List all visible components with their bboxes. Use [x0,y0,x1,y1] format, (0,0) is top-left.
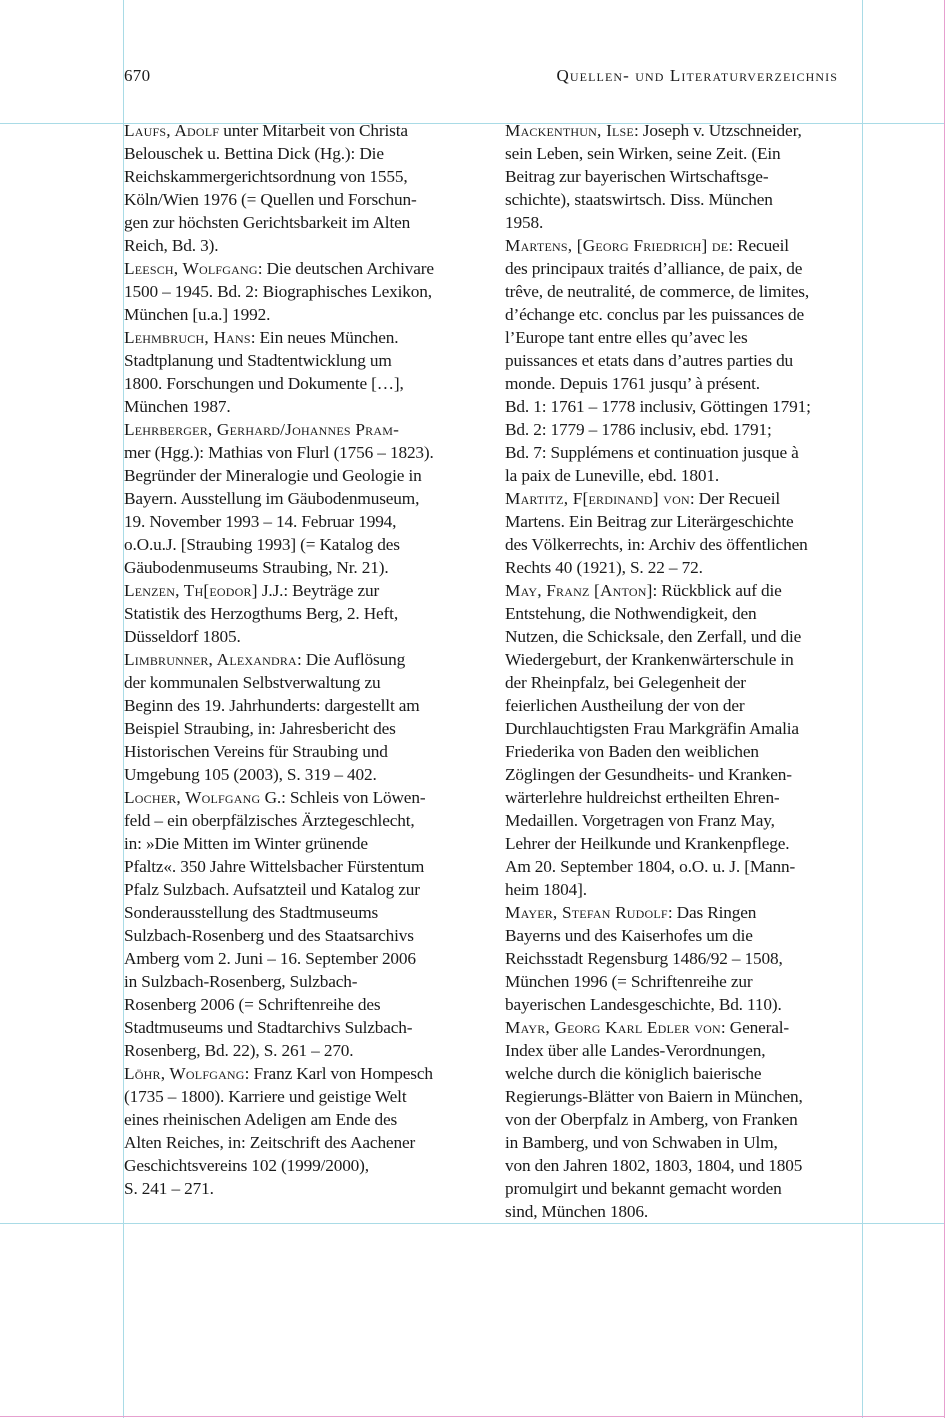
bibliography-column-left [124,119,486,1200]
entry-author: Löhr, Wolfgang [124,1064,245,1083]
entry-line: welche durch die königlich baierische [505,1064,762,1083]
entry-line: 19. November 1993 – 14. Februar 1994, [124,512,397,531]
entry-line: gen zur höchsten Gerichtsbarkeit im Alten [124,213,411,232]
entry-text: : Die deutschen Archivare [257,259,434,278]
bibliography-entry [124,257,486,326]
entry-line: Nutzen, die Schicksale, den Zerfall, und die [505,627,802,646]
entry-author: Leesch, Wolfgang [124,259,258,278]
bibliography-column-right [505,119,865,1223]
entry-text: J.J.: Beyträge zur [257,581,380,600]
entry-line: Belouschek u. Bettina Dick (Hg.): Die [124,144,384,163]
entry-line: München [u.a.] 1992. [124,305,271,324]
entry-line: sind, München 1806. [505,1202,649,1221]
entry-line: Martens. Ein Beitrag zur Literärgeschichte [505,512,794,531]
entry-author: May, Franz [Anton] [505,581,653,600]
entry-author: Locher, Wolfgang [124,788,261,807]
bibliography-entry [505,1016,865,1223]
entry-line [124,1062,486,1085]
entry-line: 1500 – 1945. Bd. 2: Biographisches Lexikon, [124,282,432,301]
margin-guide-bottom [0,1223,945,1224]
entry-line: Rosenberg 2006 (= Schriftenreihe des [124,995,381,1014]
entry-line: promulgirt und bekannt gemacht worden [505,1179,782,1198]
entry-line: feld – ein oberpfälzisches Ärztegeschlecht, [124,811,415,830]
entry-line [124,119,486,142]
entry-line: Zöglingen der Gesundheits- und Kranken- [505,765,792,784]
entry-line: d’échange etc. conclus par les puissances de [505,305,805,324]
entry-line: Köln/Wien 1976 (= Quellen und Forschun- [124,190,417,209]
bibliography-entry [505,487,865,579]
entry-line: der kommunalen Selbstverwaltung zu [124,673,381,692]
entry-line: eines rheinischen Adeligen am Ende des [124,1110,398,1129]
bibliography-entry [124,418,486,579]
entry-line: Medaillen. Vorgetragen von Franz May, [505,811,775,830]
entry-line: Pfaltz«. 350 Jahre Wittelsbacher Fürstentum [124,857,425,876]
entry-text: : Der Recueil [689,489,781,508]
entry-line: Alten Reiches, in: Zeitschrift des Aachener [124,1133,416,1152]
entry-author: Lehmbruch, Hans [124,328,251,347]
entry-line [505,579,865,602]
entry-line: o.O.u.J. [Straubing 1993] (= Katalog des [124,535,400,554]
entry-line: Lehrer der Heilkunde und Krankenpflege. [505,834,790,853]
entry-line: (1735 – 1800). Karriere und geistige Welt [124,1087,407,1106]
entry-line [124,257,486,280]
entry-line: Beginn des 19. Jahrhunderts: dargestellt am [124,696,420,715]
entry-author: Laufs, Adolf [124,121,220,140]
entry-line: Rosenberg, Bd. 22), S. 261 – 270. [124,1041,354,1060]
entry-line: Geschichtsvereins 102 (1999/2000), [124,1156,369,1175]
entry-line: Bd. 2: 1779 – 1786 inclusiv, ebd. 1791; [505,420,772,439]
entry-line: München 1987. [124,397,231,416]
entry-line: mer (Hgg.): Mathias von Flurl (1756 – 1823). [124,443,434,462]
bibliography-entry [124,786,486,1062]
entry-line: Reichsstadt Regensburg 1486/92 – 1508, [505,949,783,968]
entry-line [505,487,865,510]
entry-text: : Das Ringen [667,903,757,922]
entry-author: Mackenthun, Ilse [505,121,634,140]
entry-text: : General- [720,1018,789,1037]
bibliography-entry [124,1062,486,1200]
entry-text: unter Mitarbeit von Christa [219,121,408,140]
entry-line: München 1996 (= Schriftenreihe zur [505,972,753,991]
entry-line: Bd. 1: 1761 – 1778 inclusiv, Göttingen 1791; [505,397,811,416]
entry-text: : Joseph v. Utzschneider, [633,121,802,140]
entry-text: : Ein neues München. [250,328,399,347]
entry-line [124,418,486,441]
entry-line: Sonderausstellung des Stadtmuseums [124,903,379,922]
entry-author: Martitz, F[erdinand] von [505,489,690,508]
entry-line: Durchlauchtigsten Frau Markgräfin Amalia [505,719,799,738]
entry-line: Wiedergeburt, der Krankenwärterschule in [505,650,794,669]
entry-text: : Franz Karl von Hompesch [244,1064,433,1083]
entry-line: bayerischen Landesgeschichte, Bd. 110). [505,995,782,1014]
entry-line: Sulzbach-Rosenberg und des Staatsarchivs [124,926,414,945]
entry-line: von den Jahren 1802, 1803, 1804, und 1805 [505,1156,803,1175]
entry-line: in Sulzbach-Rosenberg, Sulzbach- [124,972,358,991]
entry-line: sein Leben, sein Wirken, seine Zeit. (Ein [505,144,781,163]
entry-line: Bayerns und des Kaiserhofes um die [505,926,753,945]
entry-line: der Rheinpfalz, bei Gelegenheit der [505,673,746,692]
entry-line: Gäubodenmuseums Straubing, Nr. 21). [124,558,389,577]
bibliography-entry [505,579,865,901]
bibliography-entry [124,648,486,786]
entry-author: Lenzen, Th[eodor] [124,581,258,600]
entry-line: Stadtplanung und Stadtentwicklung um [124,351,392,370]
entry-line [505,901,865,924]
entry-author: Limbrunner, Alexandra [124,650,297,669]
entry-line: Beispiel Straubing, in: Jahresbericht des [124,719,396,738]
entry-text: : Die Auflösung [296,650,406,669]
bibliography-entry [505,119,865,234]
bibliography-entry [505,234,865,487]
entry-line: schichte), staatswirtsch. Diss. München [505,190,773,209]
page-number: 670 [124,66,151,85]
entry-line: des Völkerrechts, in: Archiv des öffentlichen [505,535,808,554]
bibliography-entry [124,326,486,418]
bibliography-entry [505,901,865,1016]
running-head: Quellen- und Literaturverzeichnis [556,66,838,85]
entry-line: Index über alle Landes-Verordnungen, [505,1041,766,1060]
entry-line: trêve, de neutralité, de commerce, de limites, [505,282,810,301]
entry-line: Bayern. Ausstellung im Gäubodenmuseum, [124,489,420,508]
entry-line: l’Europe tant entre elles qu’avec les [505,328,748,347]
entry-line: Statistik des Herzogthums Berg, 2. Heft, [124,604,398,623]
entry-line: Entstehung, die Nothwendigkeit, den [505,604,757,623]
entry-text: G.: Schleis von Löwen- [260,788,426,807]
entry-line: von der Oberpfalz in Amberg, von Franken [505,1110,798,1129]
entry-line [505,119,865,142]
page-header [124,66,840,92]
entry-line: Historischen Vereins für Straubing und [124,742,388,761]
entry-line: S. 241 – 271. [124,1179,214,1198]
entry-line: in Bamberg, und von Schwaben in Ulm, [505,1133,778,1152]
page-edge-bottom [0,1416,945,1417]
entry-line: Friederika von Baden den weiblichen [505,742,759,761]
entry-line: Bd. 7: Supplémens et continuation jusque à [505,443,799,462]
entry-line [124,326,486,349]
entry-line: Begründer der Mineralogie und Geologie in [124,466,422,485]
entry-line [505,1016,865,1039]
entry-line: Stadtmuseums und Stadtarchivs Sulzbach- [124,1018,413,1037]
entry-author: Lehrberger, Gerhard/Johannes Pram- [124,420,400,439]
entry-line: Amberg vom 2. Juni – 16. September 2006 [124,949,416,968]
entry-line: Reich, Bd. 3). [124,236,219,255]
entry-line: Düsseldorf 1805. [124,627,241,646]
entry-line: Pfalz Sulzbach. Aufsatzteil und Katalog zur [124,880,420,899]
entry-line [124,648,486,671]
entry-line: Reichskammergerichtsordnung von 1555, [124,167,408,186]
bibliography-entry [124,119,486,257]
entry-line: heim 1804]. [505,880,587,899]
entry-line: Beitrag zur bayerischen Wirtschaftsge- [505,167,769,186]
entry-author: Martens, [Georg Friedrich] de [505,236,729,255]
entry-line: Umgebung 105 (2003), S. 319 – 402. [124,765,377,784]
entry-line: des principaux traités d’alliance, de paix, de [505,259,803,278]
entry-line: 1958. [505,213,544,232]
entry-line: Regierungs-Blätter von Baiern in München, [505,1087,803,1106]
entry-line: 1800. Forschungen und Dokumente […], [124,374,404,393]
entry-author: Mayr, Georg Karl Edler von [505,1018,721,1037]
entry-line: la paix de Luneville, ebd. 1801. [505,466,720,485]
entry-line: feierlichen Austheilung der von der [505,696,745,715]
entry-line: Am 20. September 1804, o.O. u. J. [Mann- [505,857,796,876]
entry-line: monde. Depuis 1761 jusqu’ à présent. [505,374,760,393]
entry-line [124,786,486,809]
entry-author: Mayer, Stefan Rudolf [505,903,668,922]
entry-line: in: »Die Mitten im Winter grünende [124,834,368,853]
entry-text: : Rückblick auf die [652,581,782,600]
entry-line [124,579,486,602]
entry-line [505,234,865,257]
bibliography-entry [124,579,486,648]
entry-text: : Recueil [728,236,789,255]
entry-line: Rechts 40 (1921), S. 22 – 72. [505,558,703,577]
entry-line: wärterlehre huldreichst ertheilten Ehren- [505,788,780,807]
entry-line: puissances et etats dans d’autres parties du [505,351,794,370]
